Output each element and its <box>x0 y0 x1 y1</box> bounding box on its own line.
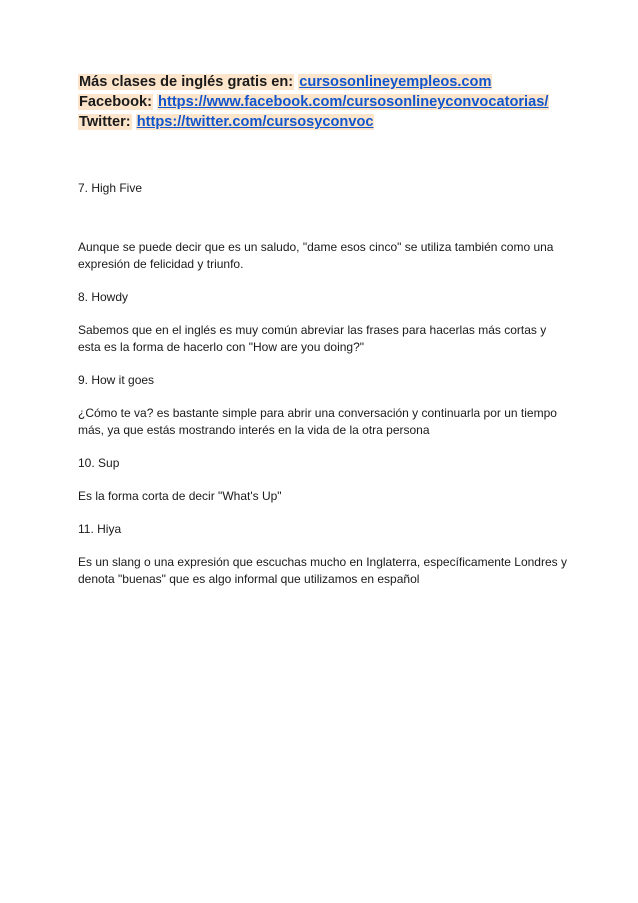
twitter-link[interactable]: https://twitter.com/cursosyconvoc <box>136 114 374 130</box>
promo-line-twitter <box>78 112 549 132</box>
section-body-how-it-goes: ¿Cómo te va? es bastante simple para abrir una conversación y continuarla por un tiempo más, ya que estás mostrando interés en la vida de la otra persona <box>78 406 557 437</box>
promo-label-facebook: Facebook: <box>79 94 152 110</box>
section-body-high-five: Aunque se puede decir que es un saludo, "dame esos cinco" se utiliza también como una expresión de felicidad y triunfo. <box>78 240 554 271</box>
promo-label-twitter: Twitter: <box>79 114 131 130</box>
section-heading-how-it-goes: 9. How it goes <box>78 373 155 387</box>
section-heading-high-five: 7. High Five <box>78 181 143 195</box>
section-body-hiya: Es un slang o una expresión que escuchas mucho en Inglaterra, específicamente Londres y denota "buenas" que es algo informal que utilizamos en español <box>78 555 567 586</box>
section-heading-howdy: 8. Howdy <box>78 290 129 304</box>
website-link[interactable]: cursosonlineyempleos.com <box>299 74 492 90</box>
promo-line-facebook <box>78 92 549 112</box>
facebook-link[interactable]: https://www.facebook.com/cursosonlineyconvocatorias/ <box>158 94 549 110</box>
section-heading-hiya: 11. Hiya <box>78 522 122 536</box>
promo-line-website <box>78 72 549 92</box>
promo-label-website: Más clases de inglés gratis en: <box>79 74 294 90</box>
promo-header <box>78 72 549 132</box>
section-body-howdy: Sabemos que en el inglés es muy común abreviar las frases para hacerlas más cortas y esta es la forma de hacerlo con "How are you doing?" <box>78 323 547 354</box>
document-content <box>78 180 568 588</box>
section-heading-sup: 10. Sup <box>78 456 120 470</box>
section-body-sup: Es la forma corta de decir "What's Up" <box>78 489 282 503</box>
